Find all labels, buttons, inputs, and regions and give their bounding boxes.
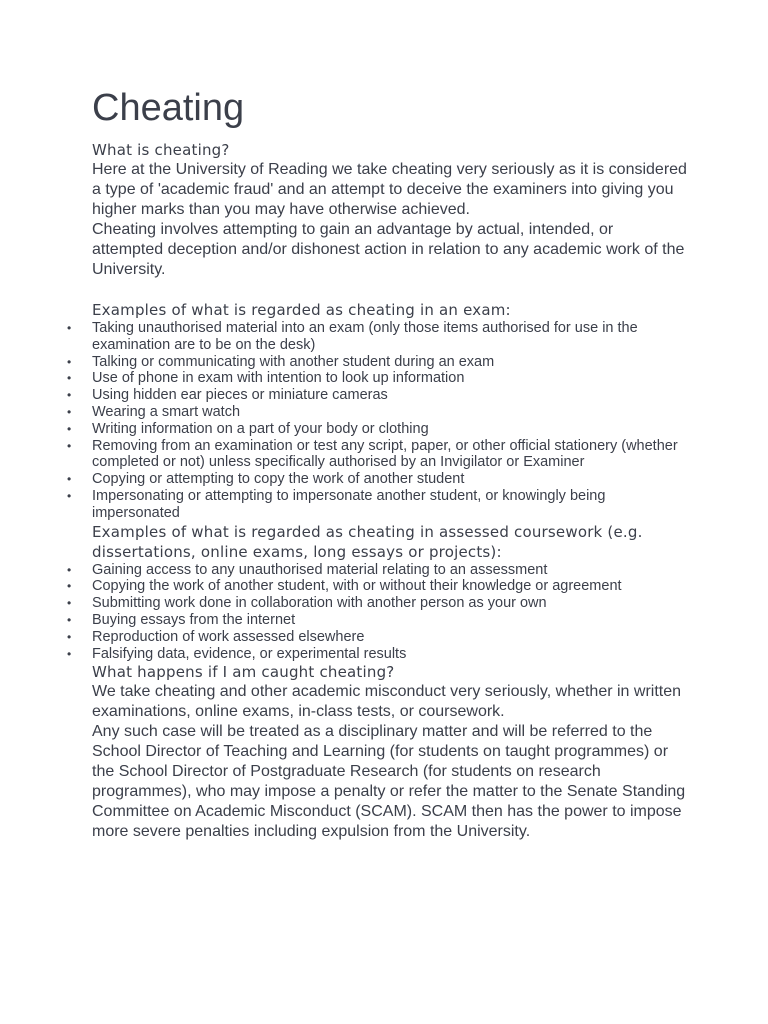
list-item-text: Copying the work of another student, with or without their knowledge or agreement <box>92 578 622 595</box>
bullet-icon: • <box>67 562 72 577</box>
bullet-icon: • <box>67 404 72 419</box>
list-item <box>67 611 688 629</box>
bullet-icon: • <box>67 579 72 594</box>
list-item <box>67 561 688 579</box>
bullet-icon: • <box>67 596 72 611</box>
paragraph-disciplinary: Any such case will be treated as a disciplinary matter and will be referred to the School Director of Teaching and Learning (for students on taught programmes) or the School Director of Postgraduate Research (for students on research programmes), who may impose a penalty or refer the matter to the Senate Standing Committee on Academic Misconduct (SCAM). SCAM then has the power to impose more severe penalties including expulsion from the University. <box>92 723 686 841</box>
list-item-text: Wearing a smart watch <box>92 403 241 420</box>
list-item-text: Reproduction of work assessed elsewhere <box>92 628 365 645</box>
bullet-icon: • <box>67 472 72 487</box>
bullet-icon: • <box>67 612 72 627</box>
list-item <box>67 387 688 404</box>
list-item <box>67 370 688 387</box>
list-item <box>67 420 688 438</box>
list-item-text: Talking or communicating with another student during an exam <box>92 353 495 370</box>
bullet-icon: • <box>67 388 72 403</box>
list-item <box>67 578 688 595</box>
list-item <box>67 353 688 371</box>
list-item-text: Gaining access to any unauthorised material relating to an assessment <box>92 561 548 578</box>
page-title: Cheating <box>92 87 245 129</box>
list-item <box>67 471 688 488</box>
list-item-text: Submitting work done in collaboration with another person as your own <box>92 595 547 612</box>
list-item-text: Writing information on a part of your body or clothing <box>92 420 429 437</box>
list-item <box>67 320 688 354</box>
list-item-text: Impersonating or attempting to impersonate another student, or knowingly being impersonated <box>92 487 606 521</box>
paragraph-intro: Here at the University of Reading we take cheating very seriously as it is considered a type of 'academic fraud' and an attempt to deceive the examiners into giving you higher marks than you may have otherwise achieved. <box>92 161 687 218</box>
heading-coursework-examples: Examples of what is regarded as cheating in assessed coursework (e.g. dissertations, online exams, long essays or projects): <box>92 522 643 561</box>
exam-examples-list <box>67 320 688 522</box>
bullet-icon: • <box>67 321 72 335</box>
heading-exam-examples: Examples of what is regarded as cheating in an exam: <box>92 301 511 319</box>
list-item-text: Copying or attempting to copy the work of another student <box>92 471 465 488</box>
paragraph-definition: Cheating involves attempting to gain an advantage by actual, intended, or attempted deception and/or dishonest action in relation to any academic work of the University. <box>92 221 685 278</box>
list-item <box>67 403 688 421</box>
paragraph-misconduct: We take cheating and other academic misconduct very seriously, whether in written examinations, online exams, in-class tests, or coursework. <box>92 683 682 721</box>
bullet-icon: • <box>67 646 72 661</box>
list-item-text: Buying essays from the internet <box>92 611 296 628</box>
bullet-icon: • <box>67 629 72 644</box>
bullet-icon: • <box>67 421 72 436</box>
list-item <box>67 487 688 522</box>
list-item-text: Removing from an examination or test any script, paper, or other official stationery (whether completed or not) unless specifically authorised by an Invigilator or Examiner <box>92 437 678 471</box>
list-item <box>67 437 688 472</box>
list-item-text: Use of phone in exam with intention to look up information <box>92 370 465 387</box>
list-item <box>67 595 688 612</box>
bullet-icon: • <box>67 354 72 369</box>
bullet-icon: • <box>67 488 72 503</box>
list-item-text: Taking unauthorised material into an exam (only those items authorised for use in the examination are to be on the desk) <box>92 320 638 353</box>
heading-what-is-cheating: What is cheating? <box>92 141 230 159</box>
bullet-icon: • <box>67 371 72 386</box>
heading-consequences: What happens if I am caught cheating? <box>92 663 395 682</box>
bullet-icon: • <box>67 438 72 453</box>
coursework-examples-list <box>67 561 688 663</box>
list-item <box>67 628 688 646</box>
list-item <box>67 645 688 663</box>
list-item-text: Using hidden ear pieces or miniature cameras <box>92 387 388 404</box>
list-item-text: Falsifying data, evidence, or experimental results <box>92 645 407 662</box>
